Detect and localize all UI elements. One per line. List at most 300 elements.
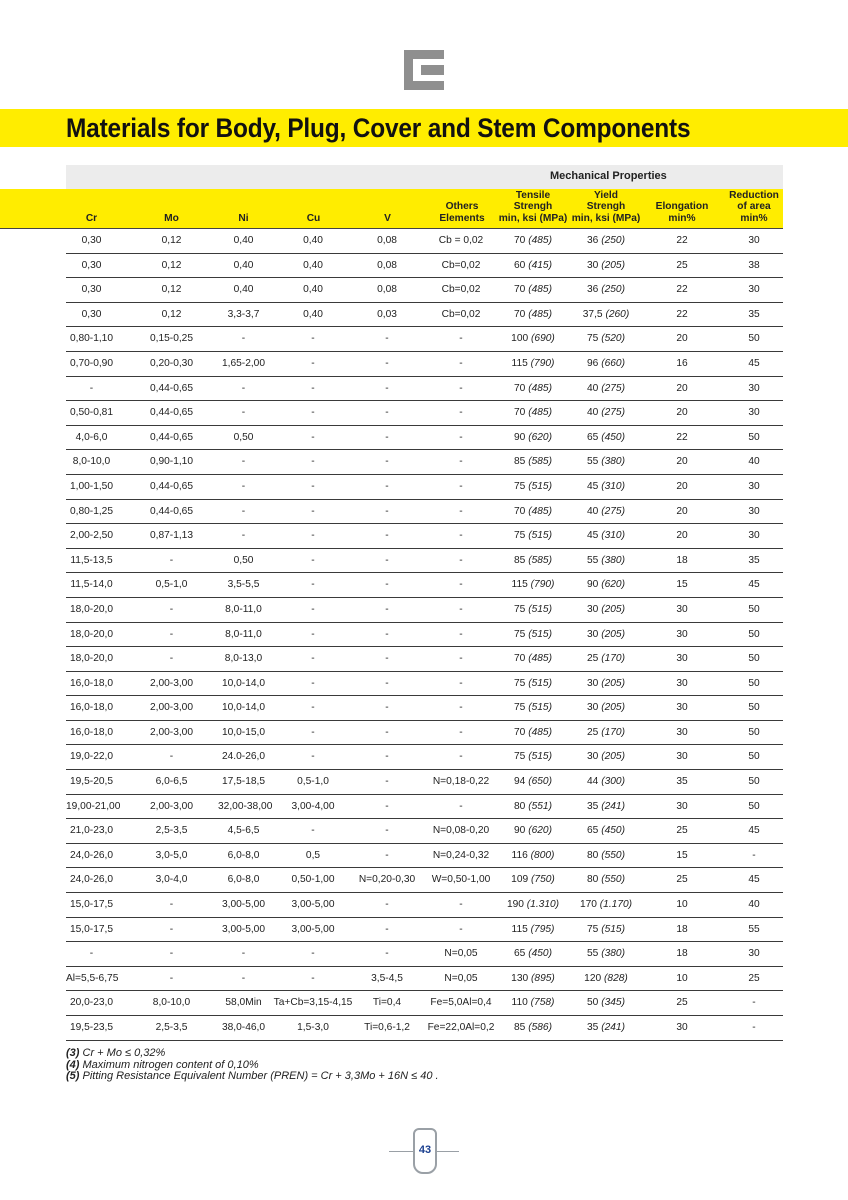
cell-ra: 55 <box>748 923 760 935</box>
cell-ys: 30 (205) <box>587 677 625 689</box>
cell-ys: 45 (310) <box>587 530 625 542</box>
cell-cr: 4,0-6,0 <box>75 431 108 443</box>
cell-el: 18 <box>676 554 688 566</box>
table-row <box>66 573 783 598</box>
cell-ts: 75 (515) <box>514 603 552 615</box>
cell-ys: 120 (828) <box>584 972 628 984</box>
cell-ys: 65 (450) <box>587 431 625 443</box>
cell-ni: 0,40 <box>233 235 254 246</box>
cell-cr: 19,5-20,5 <box>69 776 114 788</box>
cell-ys: 30 (205) <box>587 628 625 640</box>
cell-cu: - <box>311 677 315 689</box>
cell-others: - <box>459 357 463 369</box>
cell-mo: 0,87-1,13 <box>149 530 194 542</box>
cell-ni: - <box>241 333 246 345</box>
col-yield: Yield Strengh min, ksi (MPa) <box>571 189 641 224</box>
cell-ts: 130 (895) <box>511 972 555 984</box>
cell-ra: 50 <box>748 603 760 615</box>
cell-el: 20 <box>676 505 688 517</box>
cell-ni: 38,0-46,0 <box>221 1022 266 1033</box>
cell-v: - <box>385 456 389 468</box>
cell-mo: 2,00-3,00 <box>149 800 194 812</box>
cell-ys: 45 (310) <box>587 480 625 492</box>
cell-v: - <box>385 899 389 911</box>
cell-ra: 30 <box>748 284 760 296</box>
cell-mo: 0,90-1,10 <box>149 456 194 468</box>
cell-cu: - <box>311 603 315 615</box>
table-row <box>66 524 783 549</box>
cell-others: - <box>459 923 463 935</box>
cell-ra: 35 <box>748 554 760 566</box>
cell-ts: 190 (1.310) <box>506 899 560 911</box>
cell-ts: 75 (515) <box>514 628 552 640</box>
page-number: 43 <box>418 1144 432 1156</box>
cell-ni: - <box>241 972 246 984</box>
cell-v: - <box>385 628 389 640</box>
cell-ts: 75 (515) <box>514 702 552 714</box>
cell-ys: 35 (241) <box>587 800 625 812</box>
cell-ni: 32,00-38,00 <box>218 800 273 812</box>
cell-others: - <box>459 407 463 419</box>
cell-ys: 170 (1.170) <box>579 899 633 911</box>
cell-mo: 0,20-0,30 <box>149 357 194 369</box>
cell-others: - <box>459 751 463 763</box>
table-row <box>66 229 783 254</box>
cell-ra: - <box>752 1022 756 1033</box>
cell-el: 30 <box>676 653 688 665</box>
cell-mo: 0,12 <box>161 259 182 271</box>
cell-el: 20 <box>676 530 688 542</box>
cell-v: - <box>385 407 389 419</box>
cell-cr: 19,5-23,5 <box>69 1022 114 1033</box>
cell-ts: 65 (450) <box>514 948 552 960</box>
cell-others: N=0,08-0,20 <box>432 825 490 837</box>
footnote: (3) Cr + Mo ≤ 0,32% <box>66 1047 166 1059</box>
cell-v: - <box>385 948 389 960</box>
cell-cr: 0,70-0,90 <box>69 357 114 369</box>
cell-cr: 0,30 <box>81 235 102 246</box>
cell-others: Fe=5,0Al=0,4 <box>430 997 492 1009</box>
cell-v: 0,08 <box>377 259 397 271</box>
cell-ra: 30 <box>748 530 760 542</box>
cell-cu: 0,40 <box>303 284 323 296</box>
cell-ni: - <box>241 382 246 394</box>
cell-ts: 75 (515) <box>514 530 552 542</box>
table-row <box>66 254 783 279</box>
divider <box>435 1151 459 1152</box>
cell-cr: 15,0-17,5 <box>69 923 114 935</box>
cell-ys: 30 (205) <box>587 702 625 714</box>
cell-cu: - <box>311 825 315 837</box>
cell-others: N=0,05 <box>444 948 478 960</box>
cell-ni: 6,0-8,0 <box>227 874 260 886</box>
cell-v: - <box>385 776 389 788</box>
cell-ni: - <box>241 456 246 468</box>
cell-v: - <box>385 505 389 517</box>
cell-ts: 115 (795) <box>511 923 555 935</box>
table-row <box>66 696 783 721</box>
cell-cr: 2,00-2,50 <box>69 530 114 542</box>
cell-mo: - <box>169 554 174 566</box>
cell-ts: 60 (415) <box>514 259 552 271</box>
cell-v: - <box>385 603 389 615</box>
cell-ts: 115 (790) <box>511 357 555 369</box>
cell-el: 22 <box>676 284 688 296</box>
cell-el: 20 <box>676 333 688 345</box>
cell-cr: 21,0-23,0 <box>69 825 114 837</box>
table-row <box>66 672 783 697</box>
table-row <box>66 549 783 574</box>
col-elongation: Elongation min% <box>655 201 709 224</box>
footnote: (4) Maximum nitrogen content of 0,10% <box>66 1058 259 1071</box>
table-row <box>66 278 783 303</box>
cell-cu: - <box>311 431 315 443</box>
cell-ys: 90 (620) <box>587 579 625 591</box>
cell-cu: - <box>311 653 315 665</box>
cell-cu: Ta+Cb=3,15-4,15 <box>273 997 353 1009</box>
cell-mo: 2,00-3,00 <box>149 677 194 689</box>
mechanical-properties-label: Mechanical Properties <box>550 170 667 182</box>
cell-cr: 1,00-1,50 <box>69 480 114 492</box>
cell-ts: 70 (485) <box>514 726 552 738</box>
cell-ni: 6,0-8,0 <box>227 849 260 861</box>
cell-others: - <box>459 726 463 738</box>
cell-others: - <box>459 530 463 542</box>
cell-ts: 70 (485) <box>514 235 552 246</box>
cell-el: 20 <box>676 382 688 394</box>
table-row <box>66 745 783 770</box>
cell-ys: 80 (550) <box>587 874 625 886</box>
cell-cu: - <box>311 456 315 468</box>
cell-v: - <box>385 702 389 714</box>
cell-ys: 36 (250) <box>587 235 625 246</box>
cell-el: 10 <box>676 972 688 984</box>
footnote: (5) Pitting Resistance Equivalent Number (PREN) = Cr + 3,3Mo + 16N ≤ 40 . <box>66 1070 439 1082</box>
cell-ra: 50 <box>748 333 760 345</box>
col-reduction: Reduction of area min% <box>729 189 779 224</box>
cell-el: 30 <box>676 702 688 714</box>
cell-ys: 55 (380) <box>587 554 625 566</box>
cell-mo: 2,00-3,00 <box>149 702 194 714</box>
cell-el: 30 <box>676 800 688 812</box>
cell-el: 25 <box>676 259 688 271</box>
cell-ra: 45 <box>748 357 760 369</box>
cell-el: 30 <box>676 751 688 763</box>
table-row <box>66 918 783 943</box>
cell-others: Cb = 0,02 <box>438 235 484 246</box>
cell-cr: 15,0-17,5 <box>69 899 114 911</box>
cell-cr: 18,0-20,0 <box>69 628 114 640</box>
cell-ys: 35 (241) <box>587 1022 625 1033</box>
cell-cr: 16,0-18,0 <box>69 726 114 738</box>
cell-el: 20 <box>676 456 688 468</box>
cell-ni: 3,3-3,7 <box>227 308 260 320</box>
cell-v: - <box>385 677 389 689</box>
table-row <box>66 991 783 1016</box>
cell-others: - <box>459 800 463 812</box>
cell-ni: 3,00-5,00 <box>221 899 266 911</box>
cell-el: 15 <box>676 849 688 861</box>
cell-cr: - <box>89 382 94 394</box>
cell-ni: - <box>241 505 246 517</box>
cell-v: 0,08 <box>377 235 397 246</box>
table-row <box>66 377 783 402</box>
company-logo-icon <box>404 50 444 90</box>
cell-ra: 38 <box>748 259 760 271</box>
cell-cu: 0,50-1,00 <box>291 874 335 886</box>
cell-cu: - <box>311 579 315 591</box>
cell-others: - <box>459 456 463 468</box>
cell-ni: 58,0Min <box>225 997 262 1009</box>
cell-others: - <box>459 603 463 615</box>
cell-ra: 30 <box>748 407 760 419</box>
cell-ra: 45 <box>748 825 760 837</box>
cell-ni: 0,50 <box>233 554 254 566</box>
cell-ni: 0,40 <box>233 259 254 271</box>
cell-ys: 30 (205) <box>587 751 625 763</box>
cell-mo: 2,5-3,5 <box>155 1022 188 1033</box>
cell-v: - <box>385 751 389 763</box>
cell-v: N=0,20-0,30 <box>358 874 416 886</box>
cell-ni: - <box>241 407 246 419</box>
cell-cu: - <box>311 751 315 763</box>
cell-el: 22 <box>676 308 688 320</box>
cell-cu: 1,5-3,0 <box>297 1022 329 1033</box>
table-row <box>66 868 783 893</box>
cell-ys: 55 (380) <box>587 948 625 960</box>
cell-mo: 2,5-3,5 <box>155 825 188 837</box>
cell-ni: 0,40 <box>233 284 254 296</box>
cell-v: - <box>385 849 389 861</box>
table-row <box>66 942 783 967</box>
cell-ys: 37,5 (260) <box>582 308 630 320</box>
cell-cr: 16,0-18,0 <box>69 677 114 689</box>
cell-mo: 3,0-5,0 <box>155 849 188 861</box>
cell-ni: - <box>241 948 246 960</box>
cell-cu: 0,40 <box>303 259 323 271</box>
cell-cr: - <box>89 948 94 960</box>
cell-mo: 6,0-6,5 <box>155 776 188 788</box>
page-title: Materials for Body, Plug, Cover and Stem Components <box>66 113 691 143</box>
cell-mo: 0,44-0,65 <box>149 505 194 517</box>
cell-ra: 50 <box>748 677 760 689</box>
table-row <box>66 401 783 426</box>
cell-mo: - <box>169 653 174 665</box>
cell-el: 30 <box>676 603 688 615</box>
table-row <box>66 819 783 844</box>
cell-others: Fe=22,0Al=0,2 <box>427 1022 495 1033</box>
cell-mo: 0,12 <box>161 284 182 296</box>
cell-ni: 8,0-13,0 <box>224 653 263 665</box>
cell-ni: 8,0-11,0 <box>225 628 262 640</box>
cell-cr: 0,30 <box>81 308 102 320</box>
cell-el: 16 <box>676 357 688 369</box>
cell-el: 18 <box>676 923 688 935</box>
cell-el: 10 <box>676 899 688 911</box>
cell-ra: 45 <box>748 579 760 591</box>
cell-cu: - <box>311 333 315 345</box>
cell-mo: - <box>169 751 174 763</box>
table-row <box>66 327 783 352</box>
cell-v: Ti=0,4 <box>372 997 402 1009</box>
cell-others: W=0,50-1,00 <box>431 874 491 886</box>
cell-v: - <box>385 825 389 837</box>
cell-others: - <box>459 899 463 911</box>
cell-ts: 85 (585) <box>514 554 552 566</box>
cell-ra: 45 <box>748 874 760 886</box>
cell-ts: 70 (485) <box>514 308 552 320</box>
cell-others: - <box>459 579 463 591</box>
cell-others: - <box>459 677 463 689</box>
cell-ra: 50 <box>748 800 760 812</box>
cell-ts: 115 (790) <box>511 579 555 591</box>
cell-cr: 24,0-26,0 <box>69 849 114 861</box>
cell-ni: 10,0-14,0 <box>221 677 266 689</box>
footnotes <box>66 1048 439 1083</box>
cell-ys: 44 (300) <box>587 776 625 788</box>
cell-ys: 75 (515) <box>587 923 625 935</box>
cell-ts: 94 (650) <box>514 776 552 788</box>
table-row <box>66 450 783 475</box>
cell-v: - <box>385 554 389 566</box>
col-cu: Cu <box>306 212 321 224</box>
divider <box>389 1151 413 1152</box>
cell-cu: 3,00-5,00 <box>291 923 335 935</box>
table-row <box>66 893 783 918</box>
cell-v: - <box>385 726 389 738</box>
cell-cr: 0,80-1,10 <box>69 333 114 345</box>
cell-v: - <box>385 480 389 492</box>
cell-cu: - <box>311 554 315 566</box>
cell-el: 15 <box>676 579 688 591</box>
cell-el: 20 <box>676 480 688 492</box>
cell-others: - <box>459 554 463 566</box>
cell-cu: - <box>311 505 315 517</box>
cell-ni: 1,65-2,00 <box>221 357 266 369</box>
cell-v: - <box>385 333 389 345</box>
cell-v: - <box>385 382 389 394</box>
cell-v: - <box>385 923 389 935</box>
col-others: Others Elements <box>439 201 485 224</box>
table-row <box>66 844 783 869</box>
cell-others: Cb=0,02 <box>441 308 481 320</box>
cell-ys: 30 (205) <box>587 259 625 271</box>
cell-ts: 70 (485) <box>514 505 552 517</box>
cell-el: 25 <box>676 874 688 886</box>
cell-ra: 30 <box>748 480 760 492</box>
cell-ys: 55 (380) <box>587 456 625 468</box>
cell-ys: 50 (345) <box>587 997 625 1009</box>
cell-ra: 50 <box>748 702 760 714</box>
table-row <box>66 647 783 672</box>
cell-el: 30 <box>676 677 688 689</box>
cell-others: Cb=0,02 <box>441 284 481 296</box>
cell-ni: 17,5-18,5 <box>221 776 266 788</box>
cell-v: 3,5-4,5 <box>371 972 403 984</box>
title-bar <box>0 109 848 147</box>
page-number-badge <box>386 1128 462 1176</box>
cell-cu: - <box>311 726 315 738</box>
cell-others: N=0,05 <box>444 972 478 984</box>
cell-others: N=0,24-0,32 <box>432 849 490 861</box>
cell-v: - <box>385 357 389 369</box>
cell-ni: 3,5-5,5 <box>227 579 260 591</box>
cell-ts: 100 (690) <box>511 333 555 345</box>
cell-v: 0,03 <box>377 308 397 320</box>
cell-ra: 40 <box>748 899 760 911</box>
cell-ni: 10,0-14,0 <box>221 702 266 714</box>
cell-mo: 0,12 <box>161 235 182 246</box>
cell-mo: - <box>169 603 174 615</box>
cell-ra: 50 <box>748 653 760 665</box>
table-body <box>66 229 783 1041</box>
cell-ys: 80 (550) <box>587 849 625 861</box>
cell-ni: - <box>241 480 246 492</box>
cell-cr: 0,80-1,25 <box>69 505 114 517</box>
cell-others: N=0,18-0,22 <box>432 776 490 788</box>
cell-cu: - <box>311 357 315 369</box>
cell-cr: 16,0-18,0 <box>69 702 114 714</box>
cell-ys: 40 (275) <box>587 382 625 394</box>
cell-el: 30 <box>676 1022 688 1033</box>
cell-cr: 11,5-13,5 <box>70 554 113 566</box>
cell-el: 20 <box>676 407 688 419</box>
cell-ts: 85 (586) <box>514 1022 552 1033</box>
cell-ni: 4,5-6,5 <box>227 825 260 837</box>
table-row <box>66 967 783 992</box>
cell-cr: 18,0-20,0 <box>69 653 114 665</box>
cell-ys: 25 (170) <box>587 653 625 665</box>
cell-ts: 110 (758) <box>511 997 555 1009</box>
cell-mo: 2,00-3,00 <box>149 726 194 738</box>
cell-cu: - <box>311 407 315 419</box>
cell-ra: 50 <box>748 431 760 443</box>
cell-ra: 50 <box>748 726 760 738</box>
table-row <box>66 770 783 795</box>
cell-v: Ti=0,6-1,2 <box>364 1022 410 1033</box>
cell-cr: 19,00-21,00 <box>66 800 121 812</box>
cell-ys: 30 (205) <box>587 603 625 615</box>
cell-ts: 116 (800) <box>511 849 555 861</box>
table-row <box>66 303 783 328</box>
cell-mo: 0,44-0,65 <box>149 480 194 492</box>
cell-ra: - <box>752 997 756 1009</box>
cell-mo: 0,44-0,65 <box>149 382 194 394</box>
cell-ni: 0,50 <box>233 431 254 443</box>
cell-cu: - <box>311 948 315 960</box>
table-row <box>66 426 783 451</box>
cell-ni: 10,0-15,0 <box>221 726 266 738</box>
table-row <box>66 352 783 377</box>
col-ni: Ni <box>238 212 249 224</box>
cell-cr: 0,30 <box>81 259 102 271</box>
cell-others: - <box>459 333 463 345</box>
cell-ys: 75 (520) <box>587 333 625 345</box>
table-row <box>66 721 783 746</box>
cell-ra: 50 <box>748 751 760 763</box>
cell-cr: 0,50-0,81 <box>69 407 114 419</box>
cell-mo: 0,44-0,65 <box>149 407 194 419</box>
cell-cu: - <box>311 530 315 542</box>
table-row <box>66 623 783 648</box>
cell-others: - <box>459 653 463 665</box>
cell-v: - <box>385 579 389 591</box>
cell-ys: 65 (450) <box>587 825 625 837</box>
cell-v: 0,08 <box>377 284 397 296</box>
cell-others: - <box>459 702 463 714</box>
table-row <box>66 795 783 820</box>
cell-el: 22 <box>676 431 688 443</box>
